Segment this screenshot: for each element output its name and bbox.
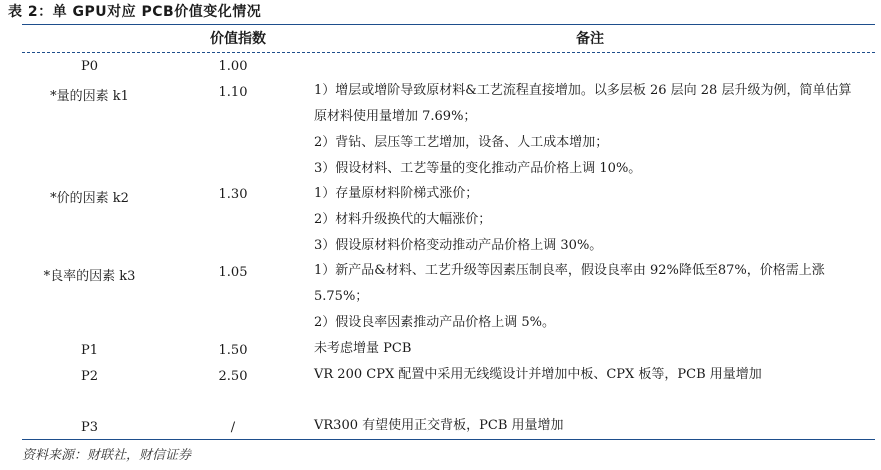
table-bottom-rule <box>22 439 875 440</box>
note-k1-3: 3）假设材料、工艺等量的变化推动产品价格上调 10%。 <box>314 161 642 176</box>
header-divider <box>22 52 875 53</box>
row-value-k2: 1.30 <box>218 187 248 202</box>
note-p1: 未考虑增量 PCB <box>314 341 412 356</box>
row-name-k1: *量的因素 k1 <box>50 89 129 104</box>
row-value-k3: 1.05 <box>218 265 248 280</box>
row-name-p2: P2 <box>80 369 99 384</box>
row-name-p1: P1 <box>80 343 99 358</box>
note-k1-2: 2）背钻、层压等工艺增加，设备、人工成本增加； <box>314 135 609 150</box>
note-k2-3: 3）假设原材料价格变动推动产品价格上调 30%。 <box>314 238 603 253</box>
row-value-k1: 1.10 <box>218 85 248 100</box>
table-title: 表 2：单 GPU对应 PCB价值变化情况 <box>8 4 262 20</box>
note-k3-1: 1）新产品&材料、工艺升级等因素压制良率，假设良率由 92%降低至87%，价格需上涨 5.75%； <box>314 263 825 304</box>
note-k3-2: 2）假设良率因素推动产品价格上调 5%。 <box>314 315 556 330</box>
row-name-k2: *价的因素 k2 <box>50 191 129 206</box>
note-k2-1: 1）存量原材料阶梯式涨价； <box>314 186 479 201</box>
note-p2: VR 200 CPX 配置中采用无线缆设计并增加中板、CPX 板等，PCB 用量增加 <box>314 367 762 382</box>
note-p3: VR300 有望使用正交背板，PCB 用量增加 <box>314 418 564 433</box>
header-value-index: 价值指数 <box>210 31 266 47</box>
row-name-k3: *良率的因素 k3 <box>43 269 136 284</box>
source-note: 资料来源：财联社，财信证券 <box>22 448 192 463</box>
table-top-rule <box>22 24 875 25</box>
row-value-p1: 1.50 <box>218 343 248 358</box>
row-name-p3: P3 <box>80 420 99 435</box>
note-k2-2: 2）材料升级换代的大幅涨价； <box>314 212 492 227</box>
row-name-p0: P0 <box>80 59 99 74</box>
row-value-p2: 2.50 <box>218 369 248 384</box>
note-k1-1: 1）增层或增阶导致原材料&工艺流程直接增加。以多层板 26 层向 28 层升级为例，简单估算原材料使用量增加 7.69%； <box>314 83 852 124</box>
row-value-p3: / <box>230 420 236 435</box>
row-value-p0: 1.00 <box>218 59 248 74</box>
header-notes: 备注 <box>576 31 604 47</box>
